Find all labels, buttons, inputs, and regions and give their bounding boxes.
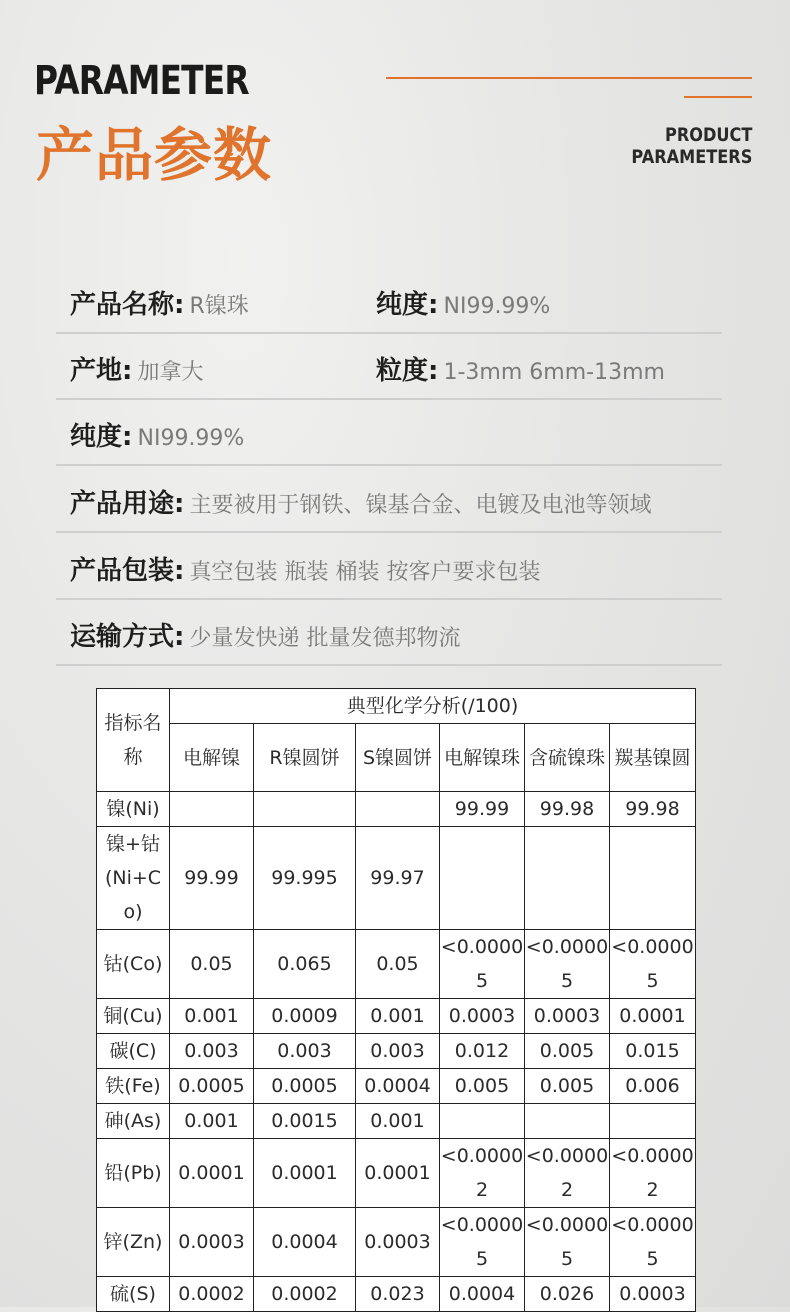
- table-cell: 0.0003: [170, 1208, 254, 1277]
- subtitle-line-1: PRODUCT: [664, 124, 752, 146]
- table-row: [97, 1139, 696, 1208]
- table-cell: 0.0004: [356, 1069, 440, 1104]
- info-row-purity: [56, 400, 722, 466]
- table-cell: [610, 827, 696, 930]
- row-label: 镍+钴(Ni+Co): [97, 827, 170, 930]
- table-cell: 0.0002: [254, 1277, 356, 1312]
- table-row: [97, 930, 696, 999]
- table-cell: 0.012: [440, 1034, 525, 1069]
- table-cell: 0.065: [254, 930, 356, 999]
- table-cell: [356, 792, 440, 827]
- table-cell: <0.00002: [525, 1139, 610, 1208]
- column-header: 含硫镍珠: [525, 724, 610, 792]
- index-header-cell: 指标名称: [97, 689, 170, 792]
- shipping-label: 运输方式:: [70, 622, 185, 652]
- table-cell: 0.026: [525, 1277, 610, 1312]
- title-english: PARAMETER: [34, 58, 249, 104]
- table-cell: 0.0004: [440, 1277, 525, 1312]
- table-cell: <0.00002: [610, 1139, 696, 1208]
- table-cell: <0.00005: [525, 930, 610, 999]
- table-cell: <0.00005: [440, 1208, 525, 1277]
- group-header-cell: 典型化学分析(/100): [170, 689, 696, 724]
- usage-label: 产品用途:: [70, 489, 185, 519]
- column-header: R镍圆饼: [254, 724, 356, 792]
- decor-line-long: [386, 77, 752, 79]
- usage-value: 主要被用于钢铁、镍基合金、电镀及电池等领域: [189, 493, 652, 518]
- table-row: [97, 1277, 696, 1312]
- purity2-label: 纯度:: [70, 422, 133, 452]
- table-cell: 0.015: [610, 1034, 696, 1069]
- table-cell: 0.0005: [170, 1069, 254, 1104]
- table-cell: <0.00005: [440, 930, 525, 999]
- info-row-name: [56, 268, 722, 334]
- table-cell: 0.005: [440, 1069, 525, 1104]
- table-cell: 99.98: [525, 792, 610, 827]
- row-label: 硫(S): [97, 1277, 170, 1312]
- purity2-value: NI99.99%: [137, 426, 245, 451]
- row-label: 砷(As): [97, 1104, 170, 1139]
- table-cell: 99.99: [170, 827, 254, 930]
- table-cell: [170, 792, 254, 827]
- row-label: 铅(Pb): [97, 1139, 170, 1208]
- origin-label: 产地:: [70, 356, 133, 386]
- table-cell: 0.003: [254, 1034, 356, 1069]
- table-cell: 0.001: [356, 1104, 440, 1139]
- table-cell: 0.001: [170, 999, 254, 1034]
- column-header: 电解镍: [170, 724, 254, 792]
- info-row-shipping: [56, 600, 722, 666]
- table-cell: 0.005: [525, 1069, 610, 1104]
- table-row: [97, 827, 696, 930]
- title-chinese: 产品参数: [36, 121, 273, 189]
- purity-value: NI99.99%: [443, 294, 551, 319]
- decor-line-short: [684, 96, 752, 98]
- package-label: 产品包装:: [70, 556, 185, 586]
- table-cell: 0.003: [170, 1034, 254, 1069]
- row-label: 碳(C): [97, 1034, 170, 1069]
- name-value: R镍珠: [189, 294, 249, 319]
- column-header: 羰基镍圆: [610, 724, 696, 792]
- table-row: [97, 1104, 696, 1139]
- table-cell: 0.006: [610, 1069, 696, 1104]
- table-cell: 0.0003: [525, 999, 610, 1034]
- table-cell: 0.001: [356, 999, 440, 1034]
- table-subheader-row: [97, 724, 696, 792]
- purity-label: 纯度:: [376, 290, 439, 320]
- column-header: 电解镍珠: [440, 724, 525, 792]
- table-cell: 99.98: [610, 792, 696, 827]
- origin-value: 加拿大: [137, 360, 204, 385]
- table-cell: 0.0005: [254, 1069, 356, 1104]
- package-value: 真空包装 瓶装 桶装 按客户要求包装: [189, 560, 541, 585]
- table-cell: 0.0001: [610, 999, 696, 1034]
- row-label: 铁(Fe): [97, 1069, 170, 1104]
- table-cell: 0.005: [525, 1034, 610, 1069]
- table-cell: 0.05: [356, 930, 440, 999]
- table-cell: [610, 1104, 696, 1139]
- table-cell: [254, 792, 356, 827]
- row-label: 镍(Ni): [97, 792, 170, 827]
- table-cell: 0.0003: [356, 1208, 440, 1277]
- subtitle-english: [631, 124, 752, 168]
- table-cell: <0.00002: [440, 1139, 525, 1208]
- row-label: 锌(Zn): [97, 1208, 170, 1277]
- shipping-value: 少量发快递 批量发德邦物流: [189, 626, 461, 651]
- table-cell: 0.023: [356, 1277, 440, 1312]
- table-cell: [525, 827, 610, 930]
- chemical-analysis-table: [96, 688, 696, 1312]
- table-cell: 0.0003: [610, 1277, 696, 1312]
- table-cell: [525, 1104, 610, 1139]
- table-cell: 0.05: [170, 930, 254, 999]
- table-cell: [440, 827, 525, 930]
- table-cell: <0.00005: [610, 930, 696, 999]
- table-cell: 0.0002: [170, 1277, 254, 1312]
- size-label: 粒度:: [376, 356, 439, 386]
- row-label: 钴(Co): [97, 930, 170, 999]
- table-header-row: [97, 689, 696, 724]
- table-cell: 99.995: [254, 827, 356, 930]
- row-label: 铜(Cu): [97, 999, 170, 1034]
- table-cell: <0.00005: [525, 1208, 610, 1277]
- info-row-package: [56, 534, 722, 600]
- table-cell: [440, 1104, 525, 1139]
- table-row: [97, 1208, 696, 1277]
- table-row: [97, 999, 696, 1034]
- table-cell: 0.0001: [170, 1139, 254, 1208]
- table-row: [97, 1069, 696, 1104]
- subtitle-line-2: PARAMETERS: [630, 146, 752, 168]
- table-cell: 0.001: [170, 1104, 254, 1139]
- table-cell: 0.0001: [356, 1139, 440, 1208]
- table-row: [97, 792, 696, 827]
- info-row-origin: [56, 334, 722, 400]
- table-cell: <0.00005: [610, 1208, 696, 1277]
- table-cell: 0.0009: [254, 999, 356, 1034]
- table-cell: 0.0015: [254, 1104, 356, 1139]
- name-label: 产品名称:: [70, 290, 185, 320]
- table-cell: 0.0003: [440, 999, 525, 1034]
- table-cell: 0.0001: [254, 1139, 356, 1208]
- table-cell: 99.99: [440, 792, 525, 827]
- column-header: S镍圆饼: [356, 724, 440, 792]
- table-cell: 0.0004: [254, 1208, 356, 1277]
- table-row: [97, 1034, 696, 1069]
- size-value: 1-3mm 6mm-13mm: [443, 360, 665, 385]
- table-cell: 0.003: [356, 1034, 440, 1069]
- table-cell: 99.97: [356, 827, 440, 930]
- info-row-usage: [56, 467, 722, 533]
